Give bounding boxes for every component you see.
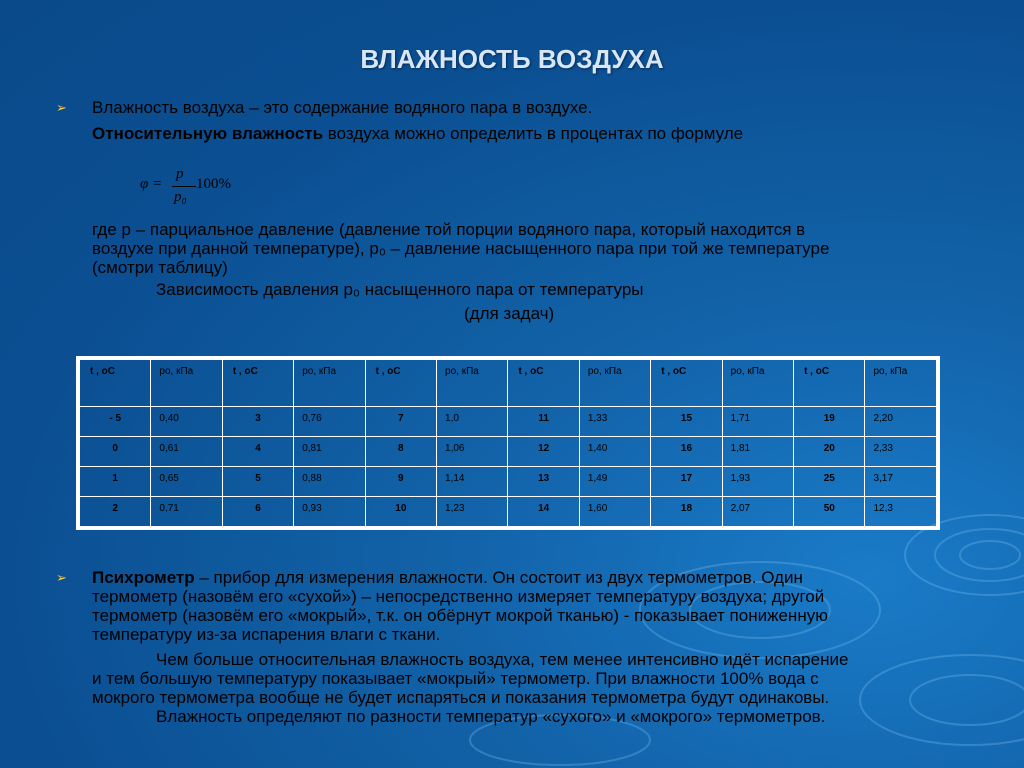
fraction-bar xyxy=(172,186,196,187)
pressure-cell: 1,71 xyxy=(722,407,793,437)
pressure-cell: 0,93 xyxy=(294,497,365,527)
temp-cell: 16 xyxy=(651,437,722,467)
pressure-cell: 0,61 xyxy=(151,437,222,467)
pressure-cell: 1,81 xyxy=(722,437,793,467)
header-cell: t , oC xyxy=(794,360,865,407)
bullet-arrow-icon: ➢ xyxy=(56,570,67,585)
pressure-cell: 1,40 xyxy=(579,437,650,467)
temp-cell: 14 xyxy=(508,497,579,527)
psychrometer-line-4: температуру из-за испарения влаги с ткани. xyxy=(92,625,441,644)
temp-cell: 10 xyxy=(365,497,436,527)
header-cell: t , oC xyxy=(222,360,293,407)
intro-line-2 xyxy=(92,124,743,143)
pressure-cell: 0,81 xyxy=(294,437,365,467)
pressure-cell: 0,65 xyxy=(151,467,222,497)
temp-cell: 50 xyxy=(794,497,865,527)
pressure-cell: 1,23 xyxy=(437,497,508,527)
header-cell: po, кПа xyxy=(437,360,508,407)
vapor-pressure-table-grid xyxy=(79,359,937,527)
temp-cell: 17 xyxy=(651,467,722,497)
intro-line-2-rest: воздуха можно определить в процентах по формуле xyxy=(323,124,744,143)
temp-cell: 19 xyxy=(794,407,865,437)
temp-cell: 20 xyxy=(794,437,865,467)
header-cell: t , oC xyxy=(651,360,722,407)
pressure-cell: 0,88 xyxy=(294,467,365,497)
temp-cell: 4 xyxy=(222,437,293,467)
psychrometer-term: Психрометр xyxy=(92,568,195,587)
temp-cell: 3 xyxy=(222,407,293,437)
pressure-cell: 0,76 xyxy=(294,407,365,437)
formula-lhs: φ = xyxy=(140,176,163,192)
pressure-cell: 1,49 xyxy=(579,467,650,497)
header-cell: po, кПа xyxy=(865,360,937,407)
pressure-cell: 1,60 xyxy=(579,497,650,527)
table-row xyxy=(80,497,937,527)
temp-cell: 6 xyxy=(222,497,293,527)
bullet-arrow-icon: ➢ xyxy=(56,100,67,115)
temp-cell: 1 xyxy=(80,467,151,497)
temp-cell: 25 xyxy=(794,467,865,497)
temp-cell: 9 xyxy=(365,467,436,497)
evaporation-line-1: Чем больше относительная влажность воздуха, тем менее интенсивно идёт испарение xyxy=(156,650,849,669)
pressure-cell: 1,06 xyxy=(437,437,508,467)
formula-denominator: p₀ xyxy=(174,189,187,205)
where-line-3: (смотри таблицу) xyxy=(92,258,228,277)
temp-cell: 0 xyxy=(80,437,151,467)
temp-cell: 2 xyxy=(80,497,151,527)
pressure-cell: 2,07 xyxy=(722,497,793,527)
temp-cell: 5 xyxy=(222,467,293,497)
header-cell: po, кПа xyxy=(294,360,365,407)
psychrometer-line-2: термометр (назовём его «сухой») – непосредственно измеряет температуру воздуха; другой xyxy=(92,587,825,606)
temp-cell: 12 xyxy=(508,437,579,467)
table-header-row xyxy=(80,360,937,407)
relative-humidity-term: Относительную влажность xyxy=(92,124,324,143)
header-cell: t , oC xyxy=(365,360,436,407)
pressure-cell: 2,33 xyxy=(865,437,937,467)
pressure-cell: 1,93 xyxy=(722,467,793,497)
table-caption-line-2: (для задач) xyxy=(464,304,555,323)
intro-line-1: Влажность воздуха – это содержание водяного пара в воздухе. xyxy=(92,98,593,117)
pressure-cell: 3,17 xyxy=(865,467,937,497)
psychrometer-line-1-rest: – прибор для измерения влажности. Он состоит из двух термометров. Один xyxy=(194,568,803,587)
pressure-cell: 1,14 xyxy=(437,467,508,497)
evaporation-line-3: мокрого термометра вообще не будет испаряться и показания термометра будут одинаковы. xyxy=(92,688,830,707)
formula-rhs: 100% xyxy=(196,176,231,192)
header-cell: po, кПа xyxy=(151,360,222,407)
psychrometer-line-1 xyxy=(92,568,803,587)
temp-cell: 8 xyxy=(365,437,436,467)
pressure-cell: 1,33 xyxy=(579,407,650,437)
where-line-1: где p – парциальное давление (давление той порции водяного пара, который находится в xyxy=(92,220,806,239)
where-line-2: воздухе при данной температуре), p₀ – давление насыщенного пара при той же температуре xyxy=(92,239,830,258)
formula-numerator: p xyxy=(176,166,184,182)
header-cell: po, кПа xyxy=(579,360,650,407)
header-cell: t , oC xyxy=(508,360,579,407)
header-cell: po, кПа xyxy=(722,360,793,407)
pressure-cell: 2,20 xyxy=(865,407,937,437)
evaporation-line-2: и тем большую температуру показывает «мокрый» термометр. При влажности 100% вода с xyxy=(92,669,819,688)
temp-cell: 18 xyxy=(651,497,722,527)
pressure-cell: 0,71 xyxy=(151,497,222,527)
temp-cell: 7 xyxy=(365,407,436,437)
pressure-cell: 0,40 xyxy=(151,407,222,437)
vapor-pressure-table xyxy=(76,356,940,530)
pressure-cell: 12,3 xyxy=(865,497,937,527)
psychrometer-line-3: термометр (назовём его «мокрый», т.к. он обёрнут мокрой тканью) - показывает пониженную xyxy=(92,606,828,625)
temp-cell: 13 xyxy=(508,467,579,497)
temp-cell: - 5 xyxy=(80,407,151,437)
table-row xyxy=(80,467,937,497)
temp-cell: 11 xyxy=(508,407,579,437)
determination-line: Влажность определяют по разности температур «сухого» и «мокрого» термометров. xyxy=(156,707,826,726)
slide-title: ВЛАЖНОСТЬ ВОЗДУХА xyxy=(360,44,664,74)
header-cell: t , oC xyxy=(80,360,151,407)
table-row xyxy=(80,407,937,437)
table-row xyxy=(80,437,937,467)
temp-cell: 15 xyxy=(651,407,722,437)
table-caption-line-1: Зависимость давления p₀ насыщенного пара от температуры xyxy=(156,280,644,299)
pressure-cell: 1,0 xyxy=(437,407,508,437)
